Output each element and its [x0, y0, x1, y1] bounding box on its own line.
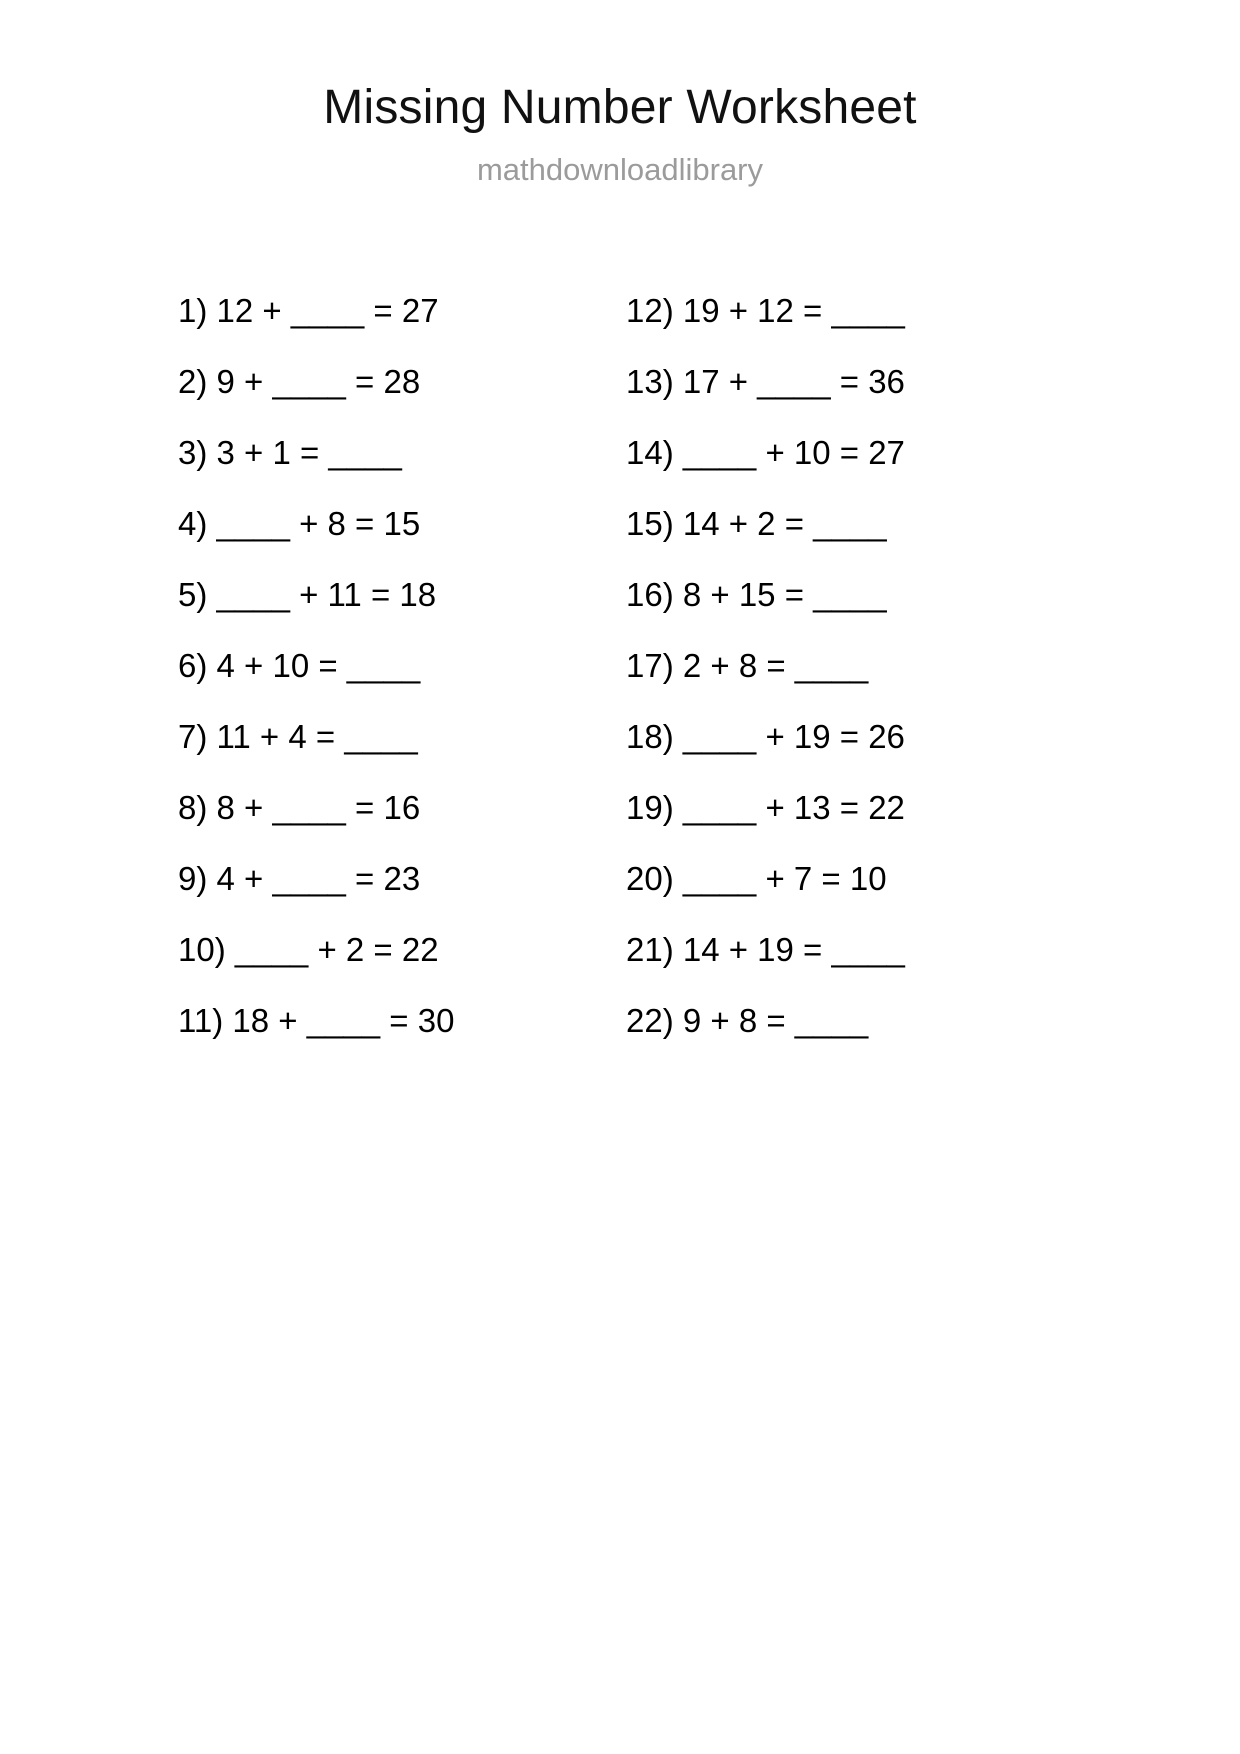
- problem-item: 13) 17 + ____ = 36: [626, 362, 905, 400]
- problem-item: 10) ____ + 2 = 22: [178, 930, 439, 968]
- problem-item: 7) 11 + 4 = ____: [178, 717, 418, 755]
- problem-item: 6) 4 + 10 = ____: [178, 646, 421, 684]
- problem-item: 2) 9 + ____ = 28: [178, 362, 421, 400]
- problem-item: 5) ____ + 11 = 18: [178, 575, 437, 613]
- problem-item: 18) ____ + 19 = 26: [626, 717, 905, 755]
- problem-item: 14) ____ + 10 = 27: [626, 433, 905, 471]
- problem-item: 12) 19 + 12 = ____: [626, 291, 905, 329]
- problem-item: 1) 12 + ____ = 27: [178, 291, 439, 329]
- problem-item: 19) ____ + 13 = 22: [626, 788, 905, 826]
- page-title: Missing Number Worksheet: [323, 81, 917, 134]
- problem-item: 3) 3 + 1 = ____: [178, 433, 402, 471]
- problems-column-left: [178, 275, 626, 1056]
- problem-item: 15) 14 + 2 = ____: [626, 504, 887, 542]
- problem-item: 22) 9 + 8 = ____: [626, 1001, 869, 1039]
- worksheet-header: [0, 0, 1240, 187]
- problem-item: 16) 8 + 15 = ____: [626, 575, 887, 613]
- problems-column-right: [626, 275, 1056, 1056]
- problem-item: 11) 18 + ____ = 30: [178, 1001, 455, 1039]
- page-subtitle: mathdownloadlibrary: [476, 151, 764, 187]
- problem-item: 17) 2 + 8 = ____: [626, 646, 869, 684]
- problem-item: 9) 4 + ____ = 23: [178, 859, 421, 897]
- problem-item: 20) ____ + 7 = 10: [626, 859, 887, 897]
- problem-item: 4) ____ + 8 = 15: [178, 504, 421, 542]
- problems-container: [0, 275, 1240, 1056]
- problem-item: 8) 8 + ____ = 16: [178, 788, 421, 826]
- problem-item: 21) 14 + 19 = ____: [626, 930, 905, 968]
